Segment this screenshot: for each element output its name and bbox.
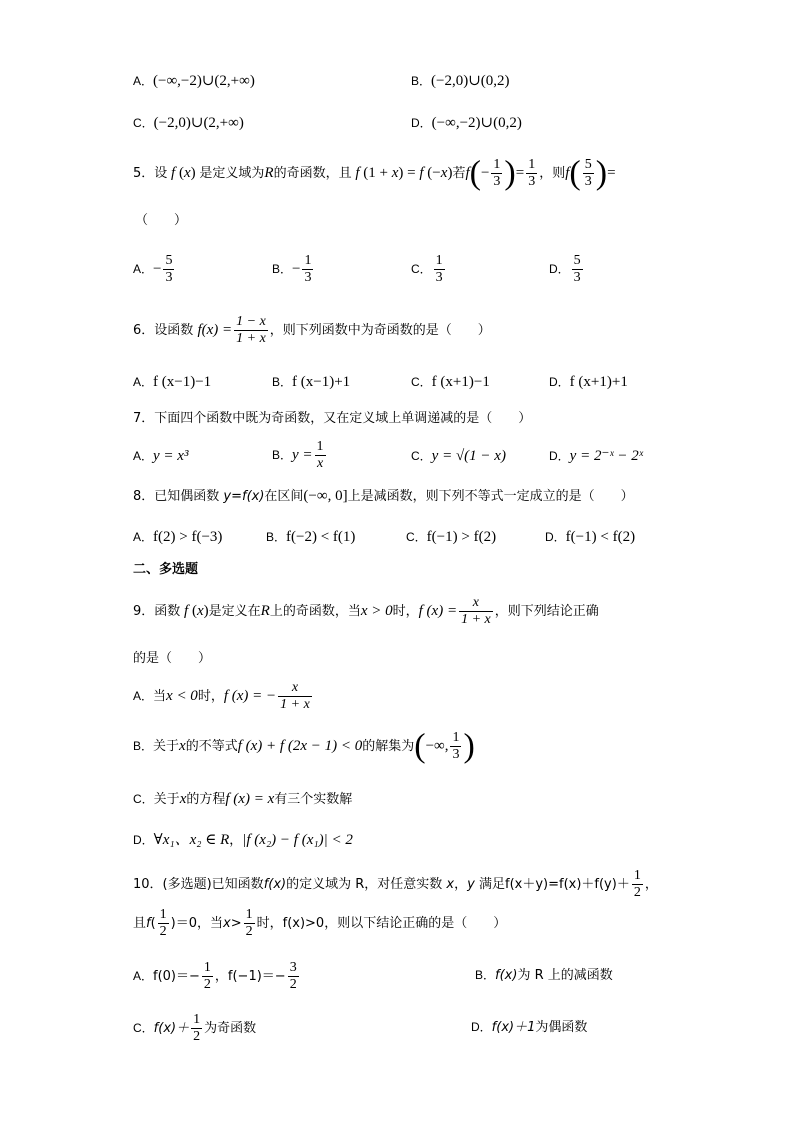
numerator: 1 [435, 253, 443, 268]
sign: − [153, 261, 162, 277]
question-number: 9． [133, 604, 155, 619]
question-number: 6． [133, 323, 155, 338]
stem-text: 满足 [478, 877, 505, 892]
stem-text: 上的奇函数，当 [269, 604, 361, 619]
denominator: 2 [159, 924, 167, 939]
fraction [234, 314, 268, 347]
section-heading: 二、多选题 [133, 562, 199, 577]
numerator: 3 [289, 960, 297, 975]
option-expr: (−∞,−2)∪(2,+∞) [153, 73, 255, 89]
q10-stem-line2: 且f( $\frac{1}{2}$ )＝0，当x> $\frac{1}{2}$ 时，f(x)>0，则以下结论正确的是（ ） [133, 907, 507, 939]
interval: (−∞, 0] [303, 488, 348, 504]
numerator: x [291, 680, 299, 695]
option-expr: f (x) = − [223, 688, 277, 704]
denominator: 3 [452, 747, 460, 762]
denominator: 2 [203, 977, 211, 992]
fraction [632, 868, 643, 901]
option-expr: y = x³ [153, 448, 189, 464]
stem-text: ，则下列函数中为奇函数的是（ ） [269, 323, 491, 338]
option-text: 的解集为 [362, 739, 415, 754]
option-expr: f (x+1)−1 [431, 374, 490, 390]
separator: ， [229, 833, 243, 848]
q6-option-c [411, 373, 490, 392]
q9-option-a [133, 678, 314, 715]
option-label: A． [133, 262, 154, 276]
option-expr: f (x) + f (2x − 1) < 0 [237, 738, 363, 754]
q7-stem: 7．下面四个函数中既为奇函数，又在定义域上单调递减的是（ ） [133, 411, 532, 426]
stem-text: 设函数 [154, 323, 194, 338]
denominator: 3 [435, 270, 443, 285]
stem-text: 且 [133, 916, 147, 931]
option-label: A． [133, 689, 154, 703]
q8-option-c [406, 528, 496, 547]
denominator: 1 + x [280, 697, 310, 712]
stem-text: 是定义在 [208, 604, 261, 619]
option-expr: f (x−1)+1 [292, 374, 351, 390]
stem-text: 上是减函数，则下列不等式一定成立的是（ ） [347, 489, 634, 504]
option-expr: f(2) > f(−3) [153, 529, 223, 545]
option-label: C． [133, 1021, 154, 1035]
q10-option-c [133, 1010, 256, 1047]
q5-blank: （ ） [135, 213, 188, 228]
fraction [459, 595, 493, 628]
q9-option-d [133, 831, 353, 850]
fraction: $\frac{1}{3}$ [493, 157, 501, 189]
denominator: x [315, 455, 326, 472]
q9-stem: 9．函数 f (x)是定义在R上的奇函数，当x > 0时，f (x) = $\frac{x}{1 + x}$ ，则下列结论正确 [133, 595, 599, 627]
stem-text: 时， [392, 604, 419, 619]
option-expr: (−∞,−2)∪(0,2) [431, 115, 522, 131]
option-text: 关于 [153, 739, 180, 754]
q4-option-b [411, 72, 510, 91]
separator: ， [454, 877, 468, 892]
option-text: 时， [197, 689, 224, 704]
numerator: 1 [316, 439, 324, 454]
denominator: 3 [304, 270, 312, 285]
q8-option-a [133, 528, 222, 547]
option-expr: f(−1) < f(2) [565, 529, 636, 545]
fraction [572, 253, 583, 286]
condition: x> [223, 916, 242, 931]
option-label: A． [133, 530, 154, 544]
option-expr: (−2,0)∪(0,2) [431, 73, 510, 89]
option-label: D． [471, 1020, 492, 1034]
q7-option-b [272, 438, 328, 473]
numerator: 1 [452, 730, 460, 745]
q4-option-d [411, 114, 522, 133]
q10-option-b [475, 966, 613, 985]
option-label: B． [133, 739, 154, 753]
numerator: 1 − x [236, 314, 266, 329]
option-label: C． [406, 530, 427, 544]
q9-option-c [133, 790, 352, 809]
q6-option-b [272, 373, 350, 392]
function-def: f(x) = [197, 322, 233, 338]
numerator: 1 [633, 868, 641, 883]
option-text: 当 [153, 689, 167, 704]
q8-stem [133, 487, 634, 506]
option-text: 的方程 [186, 792, 226, 807]
fraction [191, 1012, 202, 1045]
q6-stem [133, 312, 491, 349]
q5-stem: 5．设 f (x) 是定义域为R的奇函数，且 f (1 + x) = f (−x)若f(− $\frac{1}{3}$ )= $\frac{1}{3}$ ，则f( $\frac{5}{3}$ )= [133, 154, 616, 192]
option-text: 为 R 上的减函数 [517, 968, 613, 983]
fraction [278, 680, 312, 713]
option-expr: (−2,0)∪(2,+∞) [153, 115, 244, 131]
numerator: 5 [573, 253, 581, 268]
option-label: D． [549, 449, 570, 463]
denominator: 1 + x [236, 331, 266, 346]
option-expr: f(0)＝− [153, 969, 200, 984]
denominator: 3 [165, 270, 173, 285]
function-name: f(x)＋1 [491, 1020, 536, 1035]
sign: − [292, 261, 301, 277]
stem-text: 在区间 [264, 489, 304, 504]
option-label: B． [272, 375, 293, 389]
option-label: B． [266, 530, 287, 544]
option-label: A． [133, 74, 154, 88]
q4-option-a [133, 72, 255, 91]
option-label: B． [411, 74, 432, 88]
q10-option-a [133, 958, 301, 995]
option-text: 为奇函数 [204, 1021, 257, 1036]
option-label: A． [133, 449, 154, 463]
option-label: D． [545, 530, 566, 544]
stem-text: ，则 [539, 166, 566, 181]
q6-option-a [133, 373, 211, 392]
question-number: 5． [133, 166, 155, 181]
q9-stem-cont: 的是（ ） [133, 651, 212, 666]
stem-text: ，则下列结论正确 [494, 604, 599, 619]
option-expr: f (x−1)−1 [153, 374, 212, 390]
fraction [450, 730, 461, 763]
fraction [158, 907, 169, 940]
separator: ， [644, 877, 658, 892]
numerator: 1 [159, 907, 167, 922]
function-name: y=f(x) [223, 489, 265, 504]
stem-text: )＝0，当 [170, 916, 224, 931]
option-label: D． [133, 833, 154, 847]
stem-text: 时， [256, 916, 283, 931]
option-expr: ∀x₁、x₂ ∈ R [153, 832, 230, 848]
q5-option-c [411, 252, 447, 287]
variable: x [179, 738, 186, 754]
option-label: B． [272, 448, 293, 462]
stem-text: f(x)>0，则以下结论正确的是（ ） [282, 916, 507, 931]
numerator: x [472, 595, 480, 610]
stem-text: 设 [154, 166, 168, 181]
function-name: f(x) [495, 968, 518, 983]
variable: x [446, 877, 455, 892]
fraction [163, 253, 174, 286]
q7-option-d [549, 447, 643, 466]
fraction [315, 439, 326, 472]
option-expr: f (x+1)+1 [569, 374, 628, 390]
option-label: C． [411, 375, 432, 389]
fraction: $\frac{5}{3}$ [584, 157, 592, 189]
condition: x < 0 [166, 688, 198, 704]
function-name: f [146, 916, 151, 931]
function-name: f(x) [263, 877, 287, 892]
stem-text: 若 [452, 166, 466, 181]
variable: y [467, 877, 475, 892]
option-text: 有三个实数解 [274, 792, 353, 807]
numerator: 1 [203, 960, 211, 975]
variable: x [179, 791, 187, 807]
option-label: A． [133, 969, 154, 983]
option-expr: y = √(1 − x) [431, 448, 506, 464]
q7-option-a [133, 447, 188, 466]
fraction [202, 960, 213, 993]
option-expr: y = 2⁻ˣ − 2ˣ [569, 448, 643, 464]
option-expr: y = [292, 447, 313, 463]
option-expr: f (x) = x [225, 791, 275, 807]
option-label: C． [411, 262, 432, 276]
stem-text: 的定义域为 R，对任意实数 [286, 877, 443, 892]
option-label: D． [549, 375, 570, 389]
option-expr: ，f(−1)＝− [214, 969, 286, 984]
condition: x > 0 [360, 603, 393, 619]
option-expr: |f (x₂) − f (x₁)| < 2 [242, 832, 353, 848]
numerator: 5 [165, 253, 173, 268]
denominator: 2 [193, 1029, 201, 1044]
function-name: f(x)＋ [153, 1021, 190, 1036]
q10-option-d [471, 1018, 587, 1037]
numerator: 1 [193, 1012, 201, 1027]
fraction [302, 253, 313, 286]
denominator: 2 [289, 977, 297, 992]
fraction [288, 960, 299, 993]
q9-option-b: B．关于x的不等式f (x) + f (2x − 1) < 0的解集为(−∞, $\frac{1}{3}$ ) [133, 727, 475, 765]
numerator: 1 [304, 253, 312, 268]
denominator: 3 [573, 270, 581, 285]
q7-option-c [411, 447, 506, 466]
fraction: $\frac{1}{3}$ [528, 157, 536, 189]
fraction: $\frac{1}{2}$ [245, 907, 253, 939]
q10-stem-line1 [133, 867, 658, 903]
q5-option-a [133, 252, 176, 287]
q5-option-b [272, 252, 315, 287]
option-label: B． [272, 262, 293, 276]
q8-option-d [545, 528, 635, 547]
function-def: f (x) = [418, 603, 458, 619]
stem-text: 是定义域为 [199, 166, 265, 181]
option-label: C． [133, 116, 154, 130]
option-label: C． [411, 449, 432, 463]
stem-text: 的奇函数，且 [273, 166, 352, 181]
option-label: C． [133, 792, 154, 806]
equation: f(x＋y)=f(x)＋f(y)＋ [505, 877, 630, 892]
stem-text: 10．(多选题)已知函数 [133, 877, 264, 892]
option-expr: f(−1) > f(2) [426, 529, 497, 545]
option-label: B． [475, 968, 496, 982]
denominator: 2 [633, 885, 641, 900]
option-text: 关于 [153, 792, 180, 807]
interval-left: −∞, [425, 738, 449, 754]
denominator: 1 + x [461, 612, 491, 627]
option-label: D． [549, 262, 570, 276]
option-text: 的不等式 [185, 739, 238, 754]
stem-text: 8．已知偶函数 [133, 489, 224, 504]
option-text: 为偶函数 [535, 1020, 588, 1035]
q8-option-b [266, 528, 355, 547]
option-label: A． [133, 375, 154, 389]
option-label: D． [411, 116, 432, 130]
option-expr: f(−2) < f(1) [286, 529, 356, 545]
q6-option-d [549, 373, 628, 392]
q4-option-c [133, 114, 244, 133]
fraction [434, 253, 445, 286]
q5-option-d [549, 252, 585, 287]
stem-text: 函数 [154, 604, 181, 619]
domain-symbol: R [264, 165, 274, 181]
